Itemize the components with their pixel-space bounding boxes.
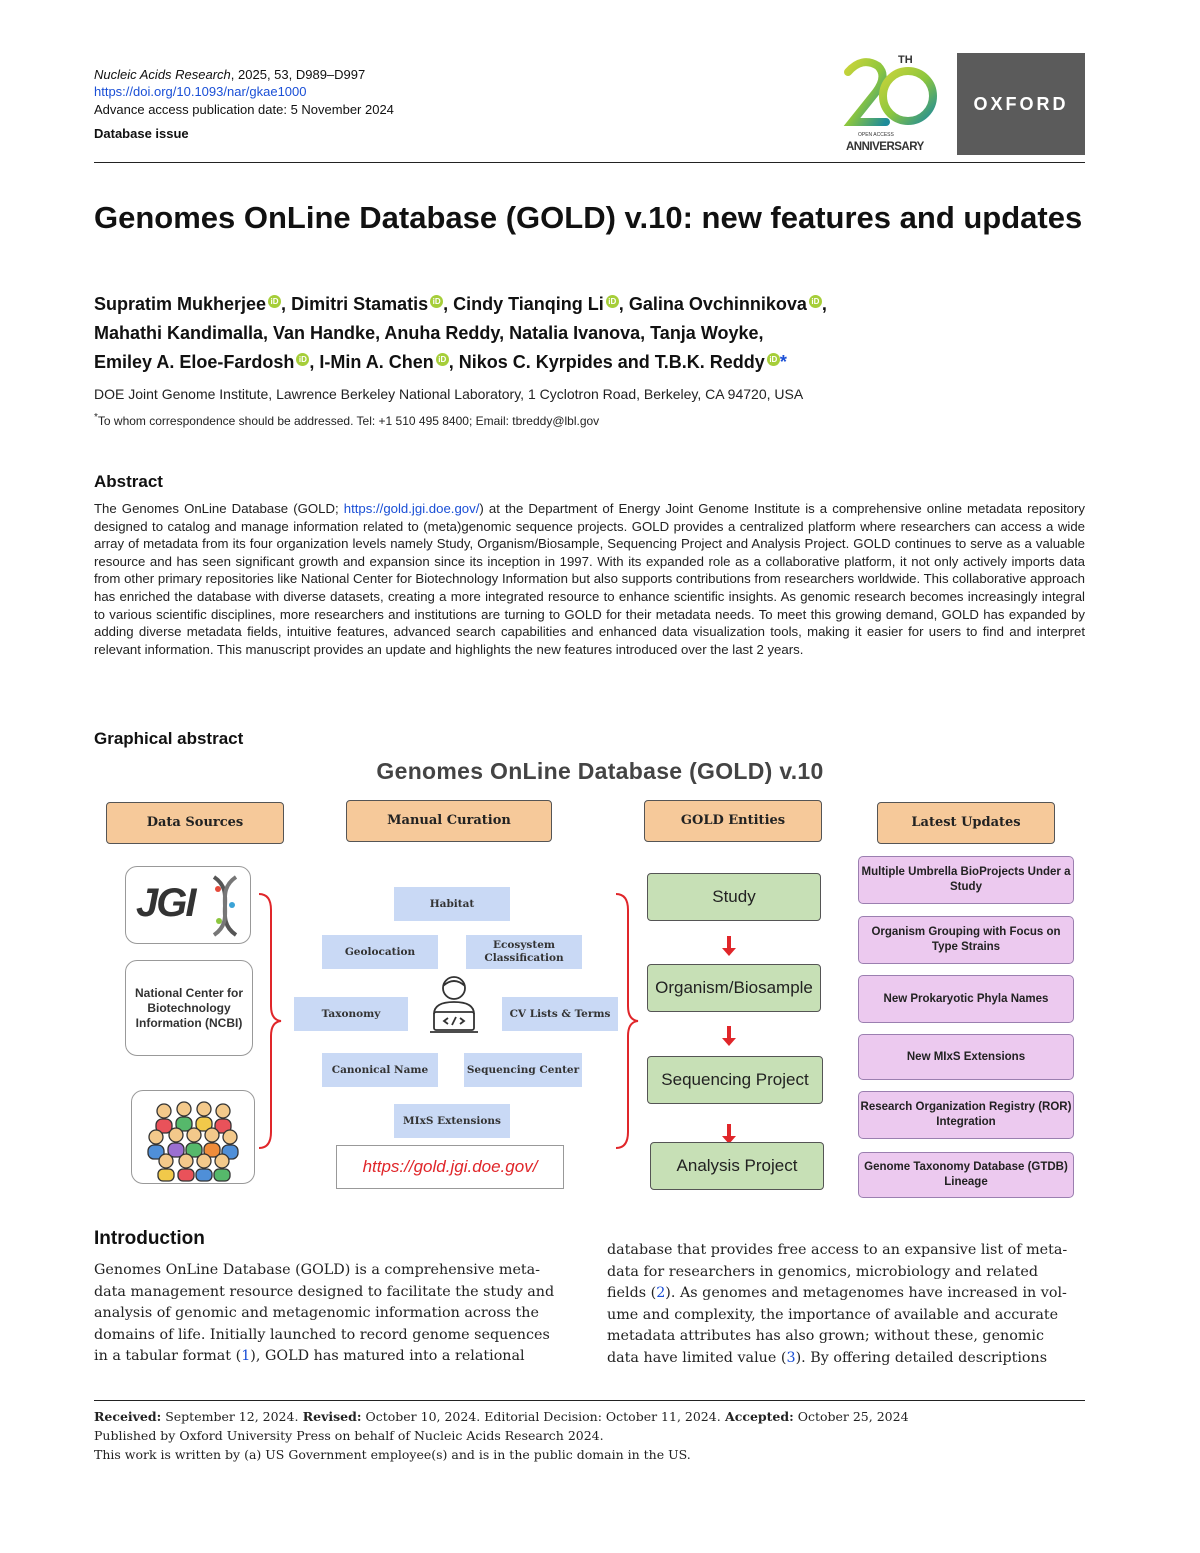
curator-icon — [428, 972, 480, 1038]
reference-link[interactable]: 2 — [656, 1285, 666, 1301]
curation-mixs: MIxS Extensions — [394, 1104, 510, 1138]
header-latest-updates: Latest Updates — [877, 802, 1055, 844]
revised-date: October 10, 2024. Editorial Decision: October 11, 2024. — [361, 1409, 721, 1424]
accepted-label: Accepted: — [720, 1409, 794, 1424]
reference-link[interactable]: 3 — [786, 1349, 796, 1366]
author-line-2: Mahathi Kandimalla, Van Handke, Anuha Reddy, Natalia Ivanova, Tanja Woyke, — [94, 323, 764, 343]
correspondence-text: To whom correspondence should be addressed. Tel: +1 510 495 8400; Email: tbreddy@lbl.gov — [97, 414, 600, 428]
intro-line: database that provides free access to an expansive list of meta- — [607, 1242, 1068, 1258]
header-manual-curation: Manual Curation — [346, 800, 552, 842]
intro-text: in a tabular format ( — [94, 1348, 242, 1364]
introduction-right-column — [607, 1240, 1085, 1369]
curation-ecosystem: Ecosystem Classification — [466, 935, 582, 969]
citation-volume: , 2025, 53, D989–D997 — [230, 67, 366, 82]
correspondence-mark: * — [94, 412, 98, 423]
update-umbrella-bioprojects: Multiple Umbrella BioProjects Under a Study — [858, 856, 1074, 904]
accepted-date: October 25, 2024 — [793, 1409, 909, 1424]
orcid-icon[interactable]: iD — [296, 353, 309, 366]
orcid-icon[interactable]: iD — [606, 295, 619, 308]
advance-access-date: Advance access publication date: 5 November 2024 — [94, 102, 394, 117]
curation-cv-lists: CV Lists & Terms — [502, 997, 618, 1031]
curation-sequencing-center: Sequencing Center — [464, 1053, 582, 1087]
doi-link[interactable]: https://doi.org/10.1093/nar/gkae1000 — [94, 84, 307, 99]
orcid-icon[interactable]: iD — [767, 353, 780, 366]
researchers-source — [131, 1090, 255, 1184]
gold-url-box[interactable]: https://gold.jgi.doe.gov/ — [336, 1145, 564, 1189]
curation-geolocation: Geolocation — [322, 935, 438, 969]
received-label: Received: — [94, 1409, 162, 1424]
affiliation: DOE Joint Genome Institute, Lawrence Berkeley National Laboratory, 1 Cyclotron Road, Berkeley, CA 94720, USA — [94, 386, 804, 402]
anniversary-word: ANNIVERSARY — [846, 141, 924, 153]
introduction-left-column — [94, 1260, 572, 1368]
reference-link[interactable]: 1 — [241, 1348, 251, 1364]
entity-study: Study — [647, 873, 821, 921]
author-name: Supratim Mukherjee — [94, 294, 267, 314]
intro-line: data for researchers in genomics, microbiology and related — [607, 1263, 1038, 1280]
orcid-icon[interactable]: iD — [436, 353, 449, 366]
curation-taxonomy: Taxonomy — [294, 997, 408, 1031]
citation — [94, 66, 365, 83]
orcid-icon[interactable]: iD — [809, 295, 822, 308]
abstract-heading: Abstract — [94, 472, 163, 491]
anniversary-sup: TH — [898, 54, 913, 66]
license-note: This work is written by (a) US Government employee(s) and is in the public domain in the US. — [94, 1447, 691, 1462]
jgi-source — [125, 866, 251, 944]
down-arrow-icon — [727, 1026, 731, 1040]
journal-name: Nucleic Acids Research — [94, 67, 231, 82]
abstract-text — [94, 500, 1085, 658]
intro-line: data management resource designed to facilitate the study and — [94, 1283, 555, 1300]
intro-text: ), GOLD has matured into a relational — [250, 1348, 525, 1364]
entity-analysis-project: Analysis Project — [650, 1142, 824, 1190]
abstract-post: ) at the Department of Energy Joint Genome Institute is a comprehensive online metadata repository designed to catalog and manage information related to (meta)genomic sequence projects. GOLD provides a centralized platform where researchers can access a wide array of metadata from its four organization levels namely Study, Organism/Biosample, Sequencing Project and Analysis Project. GOLD continues to serve as a valuable resource and has seen significant growth and expansion since its inception in 1997. With its expanded role as a collaborative platform, it not only actively imports data from other primary repositories like National Center for Biotechnology Information but also supports contributions from researchers worldwide. This collaborative approach has enriched the database with diverse datasets, creating a more integrated resource to enhance scientific insights. As genomic research becomes increasingly integral to various scientific disciplines, more researchers and institutions are turning to GOLD for their metadata needs. To meet this growing demand, GOLD has expanded by adding diverse metadata fields, intuitive features, advanced search capabilities and enhanced data visualization tools, making it easier for users to find and interpret relevant information. This manuscript provides an update and highlights the new features introduced over the last 2 years. — [94, 501, 1086, 657]
curation-habitat: Habitat — [394, 887, 510, 921]
author-name: Dimitri Stamatis — [291, 294, 429, 314]
intro-line: ume and complexity, the importance of available and accurate — [607, 1306, 1059, 1323]
intro-line: metadata attributes has also grown; without these, genomic — [607, 1328, 1044, 1344]
author-list: Supratim Mukherjee iD , Dimitri Stamatis iD , Cindy Tianqing Li iD , Galina Ovchinnikova iD , Mahathi Kandimalla, Van Handke, Anuha Reddy, Natalia Ivanova, Tanja Woyke, Emiley A. Eloe-Fardosh iD , I-Min A. Chen iD , Nikos C. Kyrpides and T.B.K. Reddy iD * — [94, 290, 1094, 377]
curation-canonical-name: Canonical Name — [322, 1053, 438, 1087]
update-ror-integration: Research Organization Registry (ROR) Integration — [858, 1091, 1074, 1139]
header-data-sources: Data Sources — [106, 802, 284, 844]
update-gtdb-lineage: Genome Taxonomy Database (GTDB) Lineage — [858, 1152, 1074, 1198]
update-organism-grouping: Organism Grouping with Focus on Type Strains — [858, 916, 1074, 964]
header-gold-entities: GOLD Entities — [644, 800, 822, 842]
author-name: Cindy Tianqing Li — [453, 294, 604, 314]
entity-sequencing-project: Sequencing Project — [647, 1056, 823, 1104]
author-name: Galina Ovchinnikova — [628, 294, 807, 314]
update-prokaryotic-phyla: New Prokaryotic Phyla Names — [858, 975, 1074, 1023]
dna-helix-icon — [210, 875, 240, 937]
sources-brace-icon — [255, 890, 285, 1152]
intro-text: data have limited value ( — [607, 1349, 787, 1366]
revised-label: Revised: — [298, 1409, 362, 1424]
orcid-icon[interactable]: iD — [268, 295, 281, 308]
introduction-heading: Introduction — [94, 1228, 205, 1249]
header-divider — [94, 162, 1085, 163]
received-date: September 12, 2024. — [161, 1409, 299, 1424]
published-by: Published by Oxford University Press on behalf of Nucleic Acids Research 2024. — [94, 1428, 604, 1443]
down-arrow-icon — [727, 936, 731, 950]
orcid-icon[interactable]: iD — [430, 295, 443, 308]
update-mixs-extensions: New MIxS Extensions — [858, 1034, 1074, 1080]
abstract-pre: The Genomes OnLine Database (GOLD; — [94, 501, 344, 516]
graphical-abstract-heading: Graphical abstract — [94, 729, 244, 748]
intro-text: fields ( — [607, 1285, 657, 1301]
dates-line — [94, 1407, 909, 1426]
ncbi-source: National Center for Biotechnology Information (NCBI) — [125, 960, 253, 1056]
author-name: Emiley A. Eloe-Fardosh — [94, 352, 295, 372]
author-name: Nikos C. Kyrpides and T.B.K. Reddy — [458, 352, 765, 372]
intro-text: ). By offering detailed descriptions — [795, 1349, 1048, 1366]
article-title: Genomes OnLine Database (GOLD) v.10: new features and updates — [94, 200, 1083, 235]
entity-organism: Organism/Biosample — [647, 964, 821, 1012]
intro-line: Genomes OnLine Database (GOLD) is a comprehensive meta- — [94, 1262, 541, 1278]
correspondence — [94, 412, 599, 428]
corresponding-star: * — [779, 352, 787, 372]
intro-line: analysis of genomic and metagenomic information across the — [94, 1305, 539, 1321]
gold-link[interactable]: https://gold.jgi.doe.gov/ — [343, 501, 480, 516]
graphical-abstract-title: Genomes OnLine Database (GOLD) v.10 — [376, 758, 824, 784]
footer-divider — [94, 1400, 1085, 1401]
intro-line: domains of life. Initially launched to record genome sequences — [94, 1326, 550, 1343]
anniversary-small: OPEN ACCESS — [858, 132, 894, 138]
author-name: I-Min A. Chen — [319, 352, 434, 372]
issue-label: Database issue — [94, 126, 189, 141]
intro-text: ). As genomes and metagenomes have increased in vol- — [665, 1285, 1067, 1301]
jgi-label: JGI — [136, 881, 195, 925]
oxford-logo: OXFORD — [957, 53, 1085, 155]
down-arrow-icon — [727, 1124, 731, 1138]
anniversary-logo — [842, 52, 942, 158]
people-group-icon — [132, 1091, 254, 1183]
